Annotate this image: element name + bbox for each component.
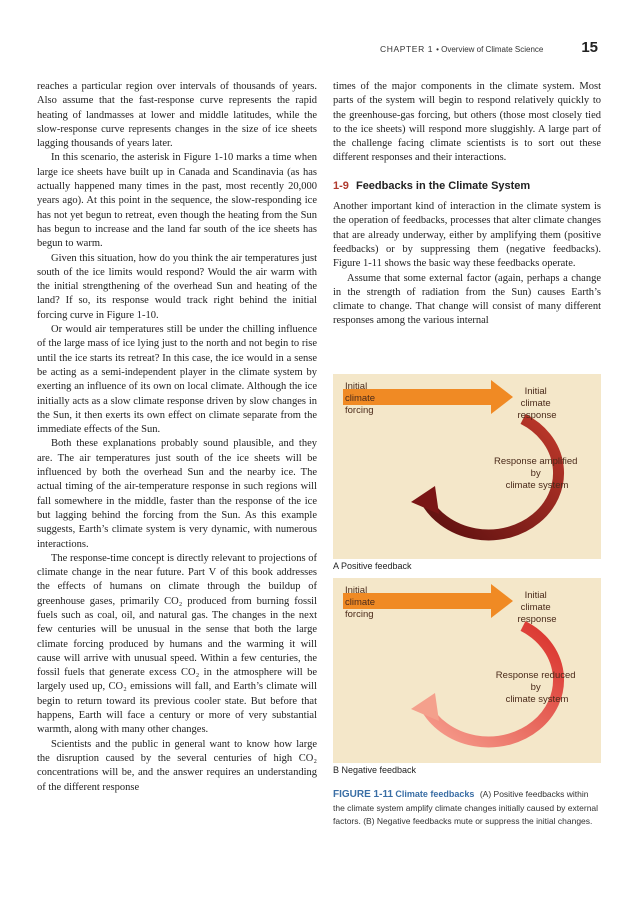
running-header xyxy=(380,40,598,58)
figure-caption xyxy=(333,788,601,829)
figure-caption-text: (A) Positive feedbacks within the climate system amplify climate changes initially caused by external factors. (B) Negative feedbacks mute or suppress the initial changes. xyxy=(333,789,599,826)
figure-number: FIGURE 1-11 xyxy=(333,789,394,800)
figure-title: Climate feedbacks xyxy=(395,789,475,799)
response-label: Initial climate response xyxy=(517,590,557,625)
body-paragraph: In this scenario, the asterisk in Figure 1-10 marks a time when large ice sheets have built up in Canada and Scandinavia (as has actually happened many times in the past, most recently 20,000 years ago). At this point in the sequence, the slow-responding ice has not yet begun to retreat, even though the heating from the Sun has begun to increase and the land far south of the ice sheets has begun to warm. xyxy=(37,152,317,250)
negative-feedback-diagram xyxy=(333,578,601,763)
body-paragraph: Both these explanations probably sound plausible, and they are. The air temperatures just south of the ice sheets will be influenced by both the overhead Sun and the nearby ice. The actual timing of the air-temperature response in such regions will fall somewhere in the middle, faster than the response of the ice but lagging behind the forcing from the Sun. As this example suggests, Earth’s climate system is very dynamic, with numerous interactions. xyxy=(37,438,317,550)
body-paragraph: Or would air temperatures still be under the chilling influence of the large mass of ice lying just to the north and not begin to rise until the ice starts its retreat? In this case, the ice would in a sense be acting as a semi-independent player in the climate system by exerting an influence of its own on local climate. Although the ice initially acts as a slow climate response driven by slow changes in the Sun, it then exerts its own effect on climate separate from the immediate effects of the Sun. xyxy=(37,324,317,436)
loop-label: Response amplified by climate system xyxy=(493,456,578,491)
forcing-arrowhead xyxy=(491,380,513,414)
panel-b-label: B Negative feedback xyxy=(333,765,417,775)
figure-panel-negative xyxy=(333,578,601,763)
body-paragraph: Another important kind of interaction in the climate system is the operation of feedbacks, processes that alter climate changes that are already underway, either by amplifying them (positive feedbacks) or by suppressing them (negative feedbacks). Figure 1-11 shows the basic way these feedbacks operate. xyxy=(333,201,601,270)
section-number: 1-9 xyxy=(333,179,349,192)
forcing-label: Initial climate forcing xyxy=(345,585,376,620)
body-paragraph: Given this situation, how do you think the air temperatures just south of the ice limits would respond? Would the air warm with the initial strengthening of the overhead Sun and heating of the land? If so, its response would track right behind the initial forcing curve in Figure 1-10. xyxy=(37,252,317,321)
figure-panel-positive xyxy=(333,374,601,559)
body-paragraph: The response-time concept is directly relevant to projections of climate change in the near future. Part V of this book addresses the effects of humans on climate through the buildup of greenhouse gases, primarily CO₂ produced from burning fossil fuels such as coal, oil, and natural gas. The changes in the next few centuries will be unusual in the sense that both the large climate forcing produced by humans and the warming it will cause will arrive with unusual speed. Within a few centuries, the fossil fuels that generate excess CO₂ in the atmosphere will be largely used up, CO₂ emissions will fall, and Earth’s climate will begin to return toward its previous cooler state. But before that happens, Earth will face a century or more of very substantial warmth, along with many other changes. xyxy=(37,552,317,736)
body-paragraph: Assume that some external factor (again, perhaps a change in the strength of radiation from the Sun) causes Earth’s climate to change. That change will consist of many different responses among the various internal xyxy=(333,272,601,327)
page-number: 15 xyxy=(581,39,598,56)
section-heading xyxy=(333,179,601,193)
loop-arrowhead xyxy=(411,486,439,514)
loop-arrowhead xyxy=(411,693,439,721)
chapter-title: CHAPTER 1 • Overview of Climate Science xyxy=(380,44,544,54)
section-title: Feedbacks in the Climate System xyxy=(355,179,531,192)
body-paragraph: Scientists and the public in general want to know how large the disruption caused by the several centuries of high CO₂ concentrations will be, and the answer requires an understanding of the different response xyxy=(37,738,317,793)
positive-feedback-diagram xyxy=(333,374,601,559)
panel-a-label: A Positive feedback xyxy=(333,561,412,571)
body-paragraph: reaches a particular region over intervals of thousands of years. Also assume that the fast-response curve represents the rapid heating of landmasses at lower and middle latitudes, while the slow-response curve represents changes in the size of ice sheets lagging thousands of years later. xyxy=(37,81,317,150)
body-paragraph: times of the major components in the climate system. Most parts of the system will begin to respond relatively quickly to the greenhouse-gas forcing, but others (those most closely tied to the ice sheets) will respond more sluggishly. A large part of the challenge facing climate scientists is to sort out these different responses and their interactions. xyxy=(333,81,601,164)
forcing-arrowhead xyxy=(491,584,513,618)
loop-label: Response reduced by climate system xyxy=(495,670,576,705)
forcing-label: Initial climate forcing xyxy=(345,381,376,416)
right-column xyxy=(333,80,601,329)
response-label: Initial climate response xyxy=(517,386,557,421)
left-column xyxy=(37,80,317,795)
